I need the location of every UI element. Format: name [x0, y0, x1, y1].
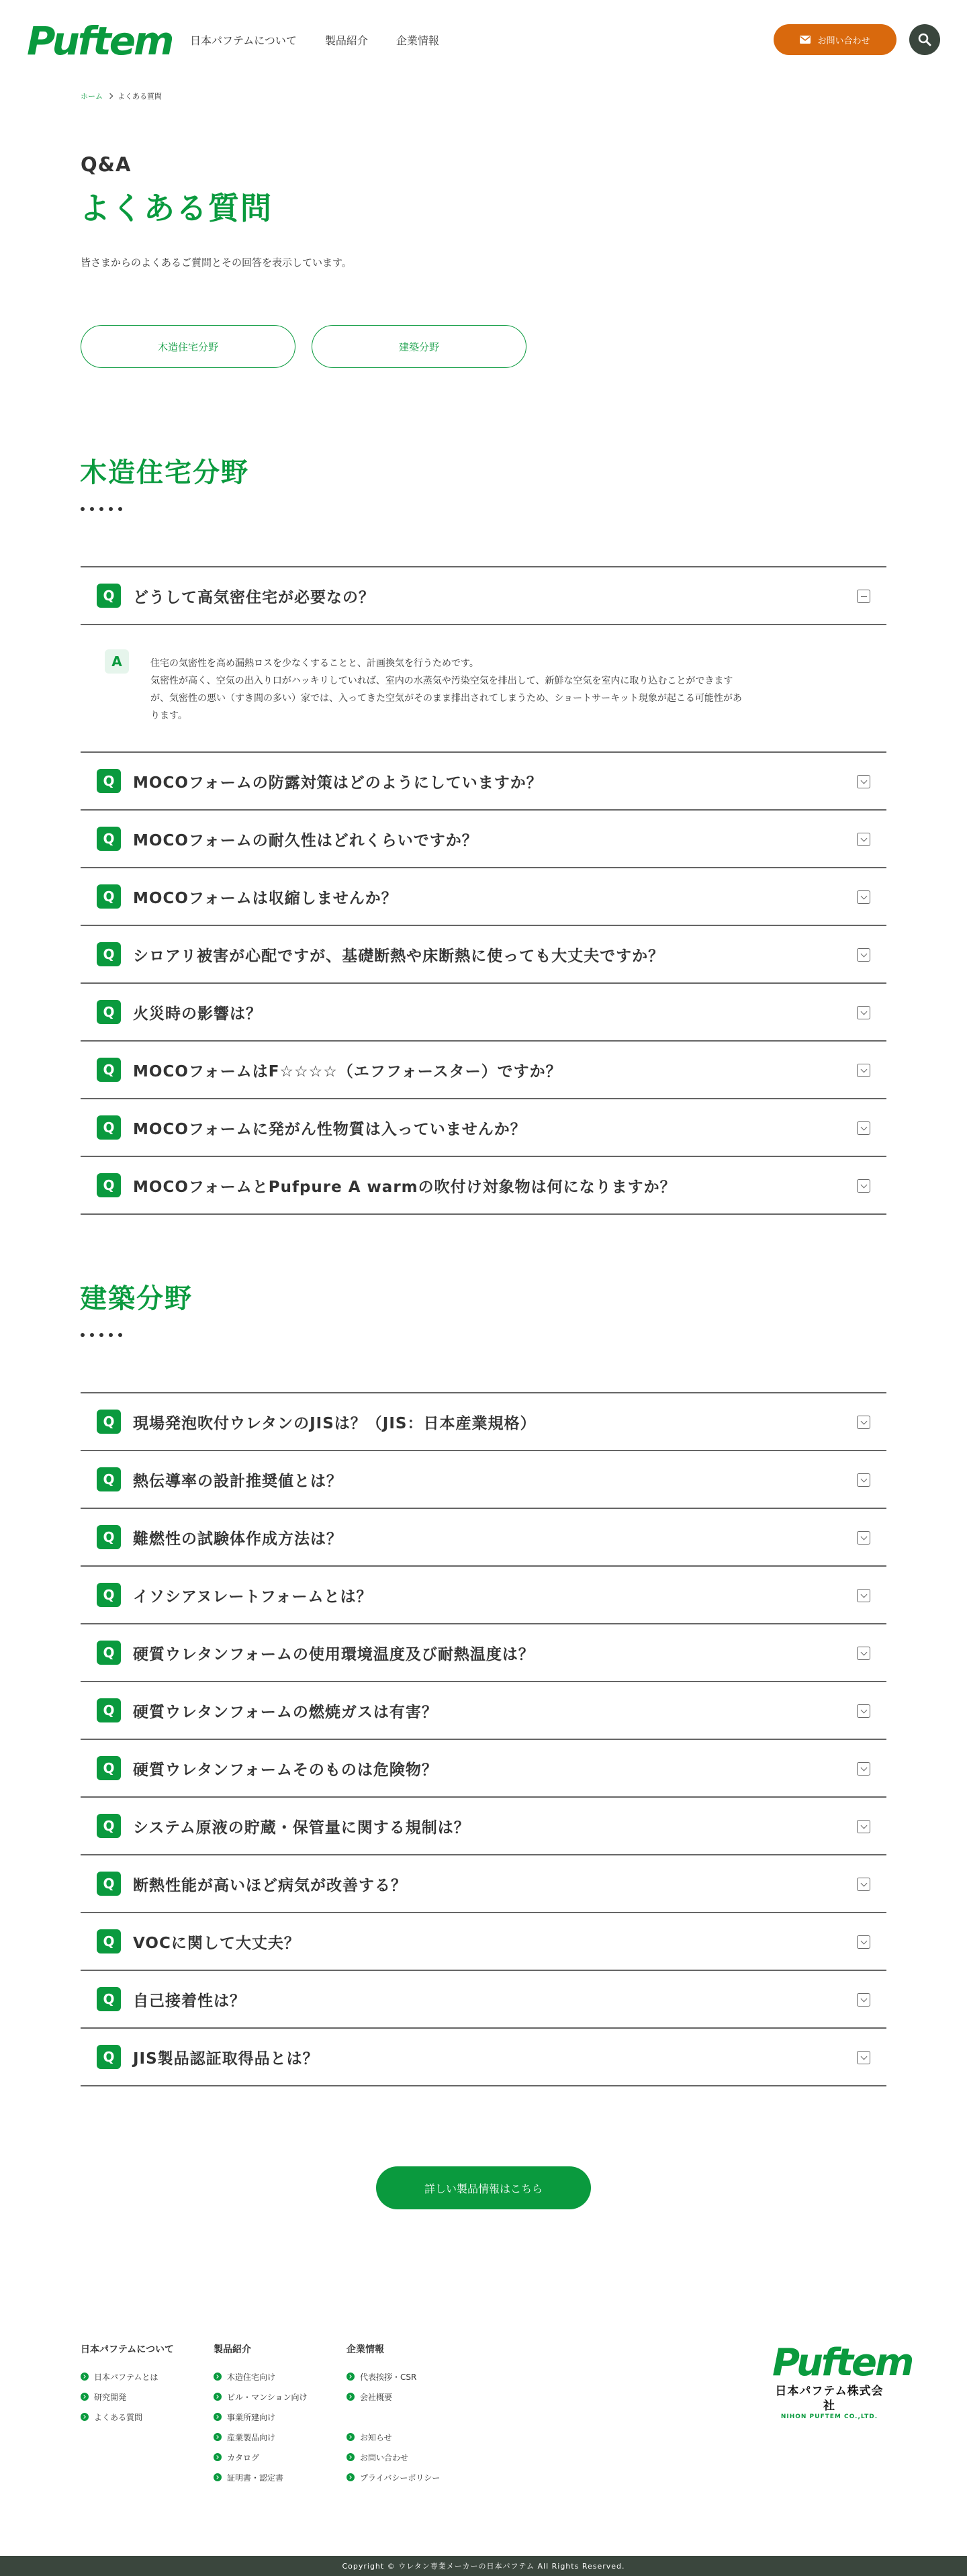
q-badge: Q: [97, 1410, 121, 1434]
footer-link[interactable]: [214, 2407, 307, 2427]
q-badge: Q: [97, 1115, 121, 1140]
footer-link-label: 証明書・認定書: [227, 2473, 284, 2483]
footer-logo[interactable]: [772, 2341, 913, 2420]
arrow-circle-icon: [214, 2453, 222, 2461]
section-title-architecture: 建築分野: [80, 1283, 193, 1314]
nav-company[interactable]: 企業情報: [396, 34, 439, 47]
breadcrumb: [81, 91, 162, 101]
faq-question[interactable]: [81, 1393, 886, 1450]
faq-question[interactable]: [81, 1157, 886, 1213]
faq-item: [81, 1042, 886, 1099]
arrow-circle-icon: [347, 2433, 355, 2441]
mail-icon: [800, 36, 811, 44]
faq-item: [81, 1798, 886, 1855]
arrow-circle-icon: [347, 2373, 355, 2381]
faq-answer-text: [150, 655, 866, 725]
copyright: Copyright © ウレタン専業メーカーの日本パフテム All Rights Reserved.: [0, 2556, 967, 2576]
faq-question[interactable]: [81, 811, 886, 867]
q-badge: Q: [97, 1058, 121, 1082]
q-badge: Q: [97, 1698, 121, 1722]
footer-link-label: 産業製品向け: [227, 2432, 276, 2442]
faq-question-text: MOCOフォームは収縮しませんか？: [133, 889, 398, 907]
nav-about[interactable]: 日本パフテムについて: [190, 34, 297, 47]
collapse-icon[interactable]: [857, 590, 870, 603]
footer-link[interactable]: [214, 2387, 307, 2407]
expand-icon[interactable]: [857, 1416, 870, 1429]
faq-question-text: MOCOフォームとPufpure A warmの吹付け対象物は何になりますか？: [133, 1178, 676, 1196]
q-badge: Q: [97, 1000, 121, 1024]
footer-link-label: お問い合わせ: [360, 2452, 409, 2463]
q-badge: Q: [97, 1814, 121, 1838]
footer-col-title: 製品紹介: [214, 2344, 251, 2355]
site-logo[interactable]: [27, 19, 172, 63]
footer-link[interactable]: [214, 2427, 307, 2447]
footer-link-label: 代表挨拶・CSR: [360, 2372, 417, 2382]
q-badge: Q: [97, 769, 121, 793]
q-badge: Q: [97, 2045, 121, 2069]
arrow-circle-icon: [214, 2373, 222, 2381]
faq-question[interactable]: [81, 1509, 886, 1565]
q-badge: Q: [97, 1641, 121, 1665]
footer-col-title: 日本パフテムについて: [81, 2344, 175, 2355]
page-pre-title: Q&A: [81, 153, 132, 176]
footer-link-label: 日本パフテムとは: [94, 2372, 158, 2382]
faq-item: [81, 1855, 886, 1913]
faq-question-text: MOCOフォームに発がん性物質は入っていませんか？: [133, 1120, 526, 1138]
expand-icon[interactable]: [857, 1704, 870, 1718]
faq-question-text: VOCに関して大丈夫？: [133, 1934, 300, 1952]
search-icon: [918, 33, 931, 46]
expand-icon[interactable]: [857, 1878, 870, 1891]
faq-item: [81, 1567, 886, 1624]
faq-item: [81, 1971, 886, 2029]
faq-question[interactable]: [81, 926, 886, 982]
footer-logo-company-jp: 日本パフテム株式会社: [775, 2385, 884, 2413]
expand-icon[interactable]: [857, 1531, 870, 1545]
faq-question[interactable]: [81, 753, 886, 809]
faq-question-text: JIS製品認証取得品とは？: [133, 2050, 319, 2068]
search-button[interactable]: [909, 24, 940, 55]
expand-icon[interactable]: [857, 1589, 870, 1602]
footer-link-list: [214, 2366, 307, 2487]
faq-question-text: 火災時の影響は？: [133, 1005, 262, 1023]
footer-link[interactable]: [347, 2387, 440, 2407]
arrow-circle-icon: [347, 2473, 355, 2481]
category-button-architecture[interactable]: 建築分野: [312, 325, 526, 368]
faq-item: [81, 2029, 886, 2086]
expand-icon[interactable]: [857, 775, 870, 788]
faq-question-text: 熱伝導率の設計推奨値とは？: [133, 1472, 342, 1490]
footer-link[interactable]: [81, 2387, 174, 2407]
faq-item: [81, 1099, 886, 1157]
faq-question-text: 硬質ウレタンフォームそのものは危険物？: [133, 1761, 438, 1779]
arrow-circle-icon: [347, 2453, 355, 2461]
footer-link[interactable]: [214, 2366, 307, 2387]
faq-question[interactable]: [81, 1798, 886, 1854]
contact-label: お問い合わせ: [817, 36, 870, 46]
faq-item: [81, 1624, 886, 1682]
a-badge: A: [105, 649, 129, 674]
faq-question[interactable]: [81, 567, 886, 624]
section-dots: [81, 507, 122, 511]
footer-col-products: [214, 2342, 307, 2487]
faq-item: [81, 984, 886, 1042]
q-badge: Q: [97, 1872, 121, 1896]
faq-item: [81, 926, 886, 984]
footer-link-label: 事業所建向け: [227, 2412, 276, 2422]
footer-link[interactable]: [347, 2447, 440, 2467]
arrow-circle-icon: [214, 2413, 222, 2421]
faq-question-text: どうして高気密住宅が必要なの？: [133, 588, 375, 606]
nav-products[interactable]: 製品紹介: [324, 34, 368, 47]
breadcrumb-home[interactable]: ホーム: [81, 92, 103, 101]
faq-question[interactable]: [81, 1099, 886, 1156]
expand-icon[interactable]: [857, 1935, 870, 1949]
arrow-circle-icon: [214, 2393, 222, 2401]
footer-col-about: [81, 2342, 174, 2427]
faq-question[interactable]: [81, 1451, 886, 1508]
expand-icon[interactable]: [857, 1647, 870, 1660]
faq-list-architecture: [81, 1392, 886, 2086]
footer-link-label: ビル・マンション向け: [227, 2392, 308, 2402]
faq-question[interactable]: [81, 1567, 886, 1623]
faq-item: [81, 868, 886, 926]
faq-item: [81, 753, 886, 811]
faq-question-text: 硬質ウレタンフォームの燃焼ガスは有害？: [133, 1703, 438, 1721]
q-badge: Q: [97, 1583, 121, 1607]
footer-logo-company-en: NIHON PUFTEM CO.,LTD.: [780, 2413, 878, 2420]
faq-question[interactable]: [81, 2029, 886, 2085]
footer-col-title: 企業情報: [347, 2344, 384, 2355]
expand-icon[interactable]: [857, 1820, 870, 1833]
faq-answer: [81, 624, 886, 751]
page-title: よくある質問: [79, 190, 273, 226]
faq-answer-line: ります。: [150, 710, 187, 721]
footer-link[interactable]: [214, 2447, 307, 2467]
footer-link[interactable]: [347, 2366, 440, 2387]
global-nav: [190, 32, 439, 48]
footer-logo-text: Puftem: [772, 2341, 913, 2385]
section-dots: [81, 1333, 122, 1337]
footer-link[interactable]: [347, 2467, 440, 2487]
arrow-circle-icon: [214, 2433, 222, 2441]
q-badge: Q: [97, 1173, 121, 1197]
faq-question[interactable]: [81, 1971, 886, 2027]
contact-button[interactable]: [774, 24, 896, 55]
expand-icon[interactable]: [857, 1006, 870, 1019]
footer-link[interactable]: [214, 2467, 307, 2487]
footer-link-label: カタログ: [227, 2452, 260, 2463]
faq-item: [81, 811, 886, 868]
faq-question-text: 硬質ウレタンフォームの使用環境温度及び耐熱温度は？: [133, 1645, 535, 1663]
faq-question[interactable]: [81, 1042, 886, 1098]
expand-icon[interactable]: [857, 1473, 870, 1487]
faq-question-text: イソシアヌレートフォームとは？: [133, 1588, 373, 1606]
expand-icon[interactable]: [857, 890, 870, 904]
arrow-circle-icon: [347, 2393, 355, 2401]
footer-link[interactable]: [81, 2366, 174, 2387]
faq-item: [81, 567, 886, 753]
q-badge: Q: [97, 1525, 121, 1549]
faq-question-text: 自己接着性は？: [133, 1992, 246, 2010]
page-lead: 皆さまからのよくあるご質問とその回答を表示しています。: [81, 257, 352, 269]
faq-question-text: シロアリ被害が心配ですが、基礎断熱や床断熱に使っても大丈夫ですか？: [133, 947, 665, 965]
faq-item: [81, 1509, 886, 1567]
expand-icon[interactable]: [857, 1064, 870, 1077]
expand-icon[interactable]: [857, 948, 870, 962]
q-badge: Q: [97, 1987, 121, 2011]
chevron-right-icon: [107, 93, 113, 99]
expand-icon[interactable]: [857, 1993, 870, 2007]
breadcrumb-current: よくある質問: [118, 92, 162, 101]
product-detail-button[interactable]: 詳しい製品情報はこちら: [376, 2166, 591, 2209]
q-badge: Q: [97, 827, 121, 851]
faq-question[interactable]: [81, 868, 886, 925]
q-badge: Q: [97, 584, 121, 608]
footer-link[interactable]: [347, 2427, 440, 2447]
footer-link-label: プライバシーポリシー: [360, 2473, 441, 2483]
faq-question-text: MOCOフォームの耐久性はどれくらいですか？: [133, 831, 478, 849]
faq-question-text: システム原液の貯蔵・保管量に関する規制は？: [133, 1819, 470, 1837]
faq-question-text: 断熱性能が高いほど病気が改善する？: [133, 1876, 407, 1894]
faq-question[interactable]: [81, 984, 886, 1040]
arrow-circle-icon: [81, 2373, 89, 2381]
footer-link-label: 会社概要: [360, 2392, 393, 2402]
faq-question-text: MOCOフォームの防露対策はどのようにしていますか？: [133, 774, 543, 792]
faq-question-text: 難燃性の試験体作成方法は？: [133, 1530, 342, 1548]
faq-list-wood: [81, 566, 886, 1215]
q-badge: Q: [97, 1756, 121, 1780]
faq-question[interactable]: [81, 1913, 886, 1970]
footer-link-list: [347, 2366, 440, 2487]
arrow-circle-icon: [81, 2413, 89, 2421]
faq-answer-line: が、気密性の悪い（すき間の多い）家では、入ってきた空気がそのまま排出されてしまうため、ショートサーキット現象が起こる可能性があ: [150, 693, 742, 704]
faq-item: [81, 1913, 886, 1971]
q-badge: Q: [97, 1467, 121, 1491]
faq-answer-line: 気密性が高く、空気の出入り口がハッキリしていれば、室内の水蒸気や汚染空気を排出して、新鮮な空気を室内に取り込むことができます: [150, 676, 733, 686]
faq-question[interactable]: [81, 1624, 886, 1681]
faq-answer-line: 住宅の気密性を高め漏熱ロスを少なくすることと、計画換気を行うためです。: [150, 658, 479, 669]
footer-link-label: 木造住宅向け: [227, 2372, 276, 2382]
expand-icon[interactable]: [857, 2051, 870, 2064]
expand-icon[interactable]: [857, 1179, 870, 1193]
faq-item: [81, 1682, 886, 1740]
faq-question-text: MOCOフォームはF☆☆☆☆（エフフォースター）ですか？: [133, 1062, 562, 1080]
footer-link-label: 研究開発: [94, 2392, 127, 2402]
faq-question[interactable]: [81, 1682, 886, 1739]
logo-text: Puftem: [27, 18, 173, 64]
faq-item: [81, 1393, 886, 1451]
faq-question[interactable]: [81, 1740, 886, 1796]
arrow-circle-icon: [214, 2473, 222, 2481]
q-badge: Q: [97, 884, 121, 909]
section-title-wood: 木造住宅分野: [80, 457, 249, 488]
q-badge: Q: [97, 942, 121, 966]
footer-spacer: [347, 2407, 440, 2427]
expand-icon[interactable]: [857, 1762, 870, 1776]
expand-icon[interactable]: [857, 833, 870, 846]
expand-icon[interactable]: [857, 1121, 870, 1135]
category-button-wood[interactable]: 木造住宅分野: [81, 325, 295, 368]
faq-question-text: 現場発泡吹付ウレタンのJISは？（JIS：日本産業規格）: [133, 1414, 537, 1432]
faq-item: [81, 1451, 886, 1509]
footer-link-list: [81, 2366, 174, 2427]
site-header: [0, 0, 967, 81]
footer-link-label: お知らせ: [360, 2432, 392, 2442]
footer-link-label: よくある質問: [94, 2412, 143, 2422]
faq-item: [81, 1740, 886, 1798]
footer-link[interactable]: [81, 2407, 174, 2427]
q-badge: Q: [97, 1929, 121, 1953]
footer-col-company: [347, 2342, 440, 2487]
faq-question[interactable]: [81, 1855, 886, 1912]
faq-item: [81, 1157, 886, 1215]
arrow-circle-icon: [81, 2393, 89, 2401]
